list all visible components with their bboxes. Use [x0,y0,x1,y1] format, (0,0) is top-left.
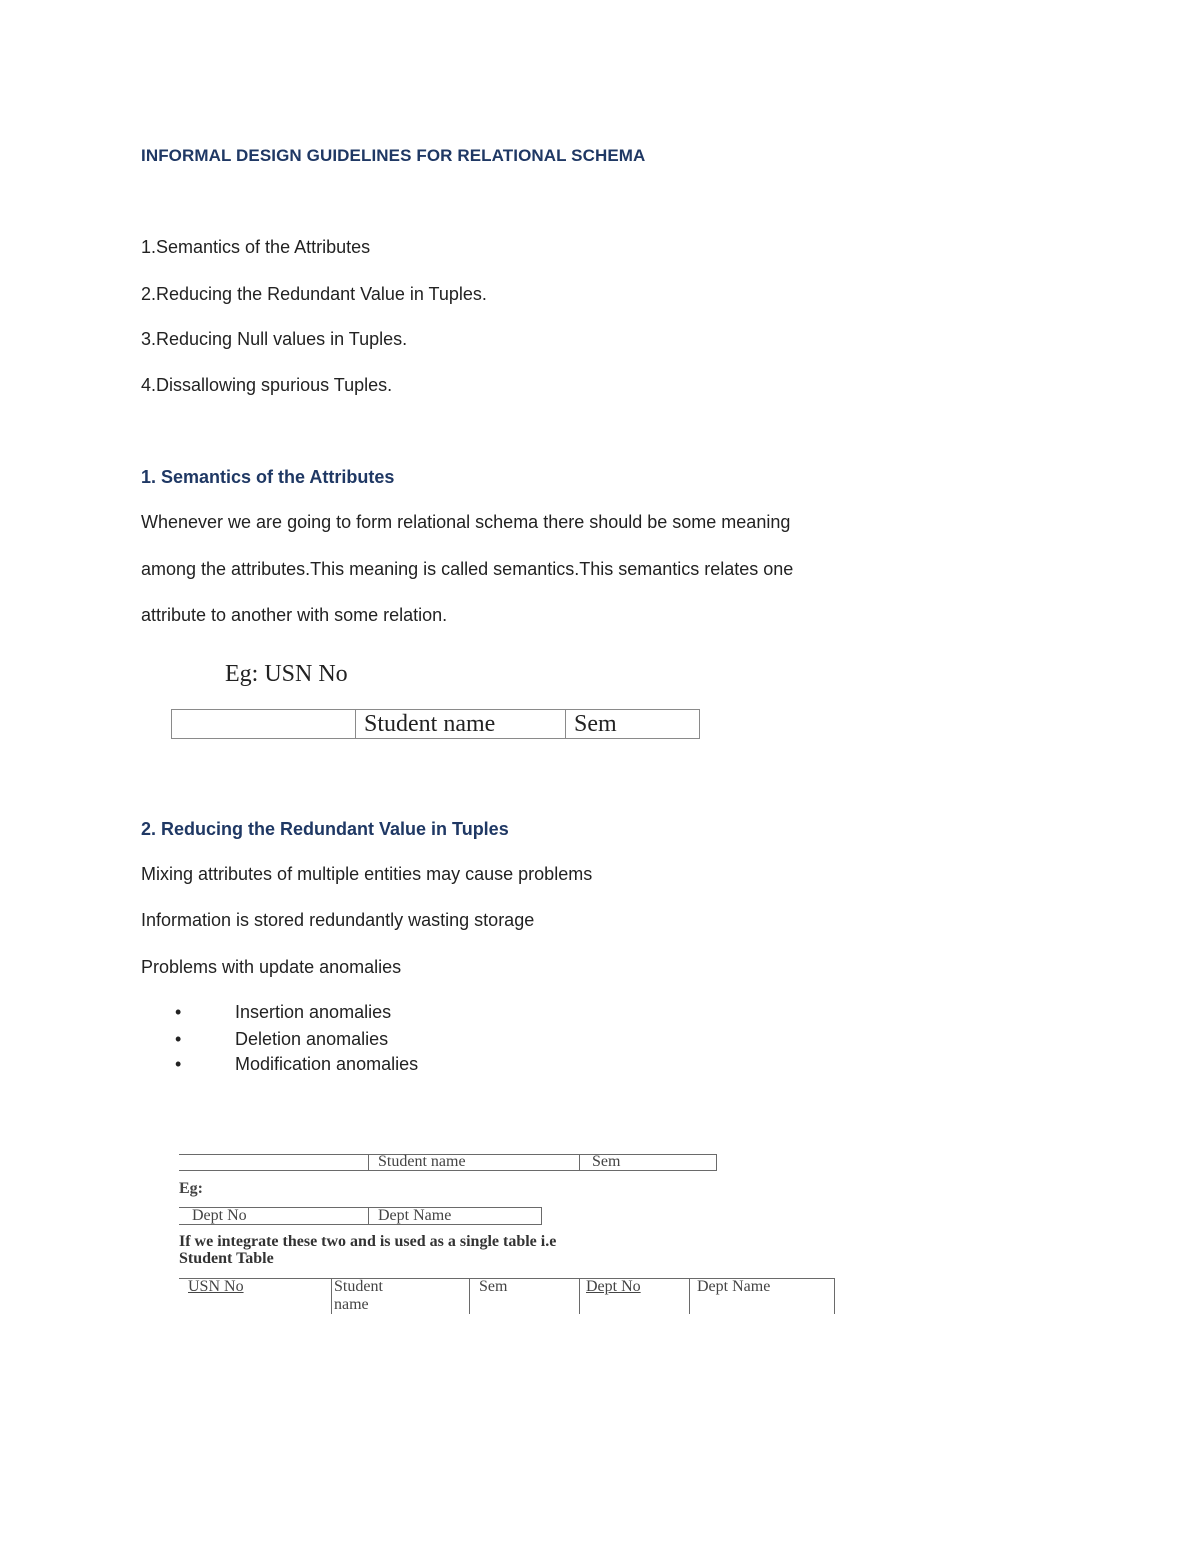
bullet-icon: • [175,1002,182,1022]
bullet-item [175,1002,392,1023]
figure-cell: Dept No [192,1207,247,1224]
section2-line: Mixing attributes of multiple entities may cause problems [141,864,593,884]
section1-paragraph-line: among the attributes.This meaning is called semantics.This semantics relates one [141,559,794,579]
figure-cell: Dept Name [697,1278,771,1295]
bullet-text: Insertion anomalies [235,1002,392,1022]
section1-heading: 1. Semantics of the Attributes [141,467,395,487]
bullet-text: Deletion anomalies [235,1029,389,1049]
figure-cell: Student [334,1278,383,1295]
figure-cell: Sem [479,1278,508,1295]
bullet-icon: • [175,1054,182,1074]
figure-cell: Sem [592,1153,621,1170]
guideline-item: 2.Reducing the Redundant Value in Tuples. [141,284,487,304]
figure-cell: USN No [188,1278,244,1295]
bullet-icon: • [175,1029,182,1049]
table-cell [172,710,356,738]
figure-eg-label: Eg: [179,1180,203,1197]
page-title: INFORMAL DESIGN GUIDELINES FOR RELATIONAL SCHEMA [141,146,646,165]
section2-line: Information is stored redundantly wasting storage [141,910,535,930]
section1-paragraph-line: attribute to another with some relation. [141,605,448,625]
table-cell: Sem [574,711,617,737]
bullet-item [175,1054,419,1075]
example-label: Eg: USN No [225,661,348,687]
guideline-item: 3.Reducing Null values in Tuples. [141,329,408,349]
figure-cell: Dept No [586,1278,641,1295]
figure-caption-line: Student Table [179,1250,274,1267]
figure-cell: Dept Name [378,1207,452,1224]
table-cell: Student name [356,710,566,738]
section2-heading: 2. Reducing the Redundant Value in Tuples [141,819,509,839]
figure-cell-wrap: name [334,1296,369,1313]
figure-caption-line: If we integrate these two and is used as a single table i.e [179,1233,557,1250]
section2-line: Problems with update anomalies [141,957,402,977]
guideline-item: 4.Dissallowing spurious Tuples. [141,375,393,395]
example-table [171,709,700,739]
figure-cell: Student name [378,1153,466,1170]
bullet-text: Modification anomalies [235,1054,419,1074]
bullet-item [175,1029,389,1050]
guideline-item: 1.Semantics of the Attributes [141,237,371,257]
section1-paragraph-line: Whenever we are going to form relational schema there should be some meaning [141,512,791,532]
